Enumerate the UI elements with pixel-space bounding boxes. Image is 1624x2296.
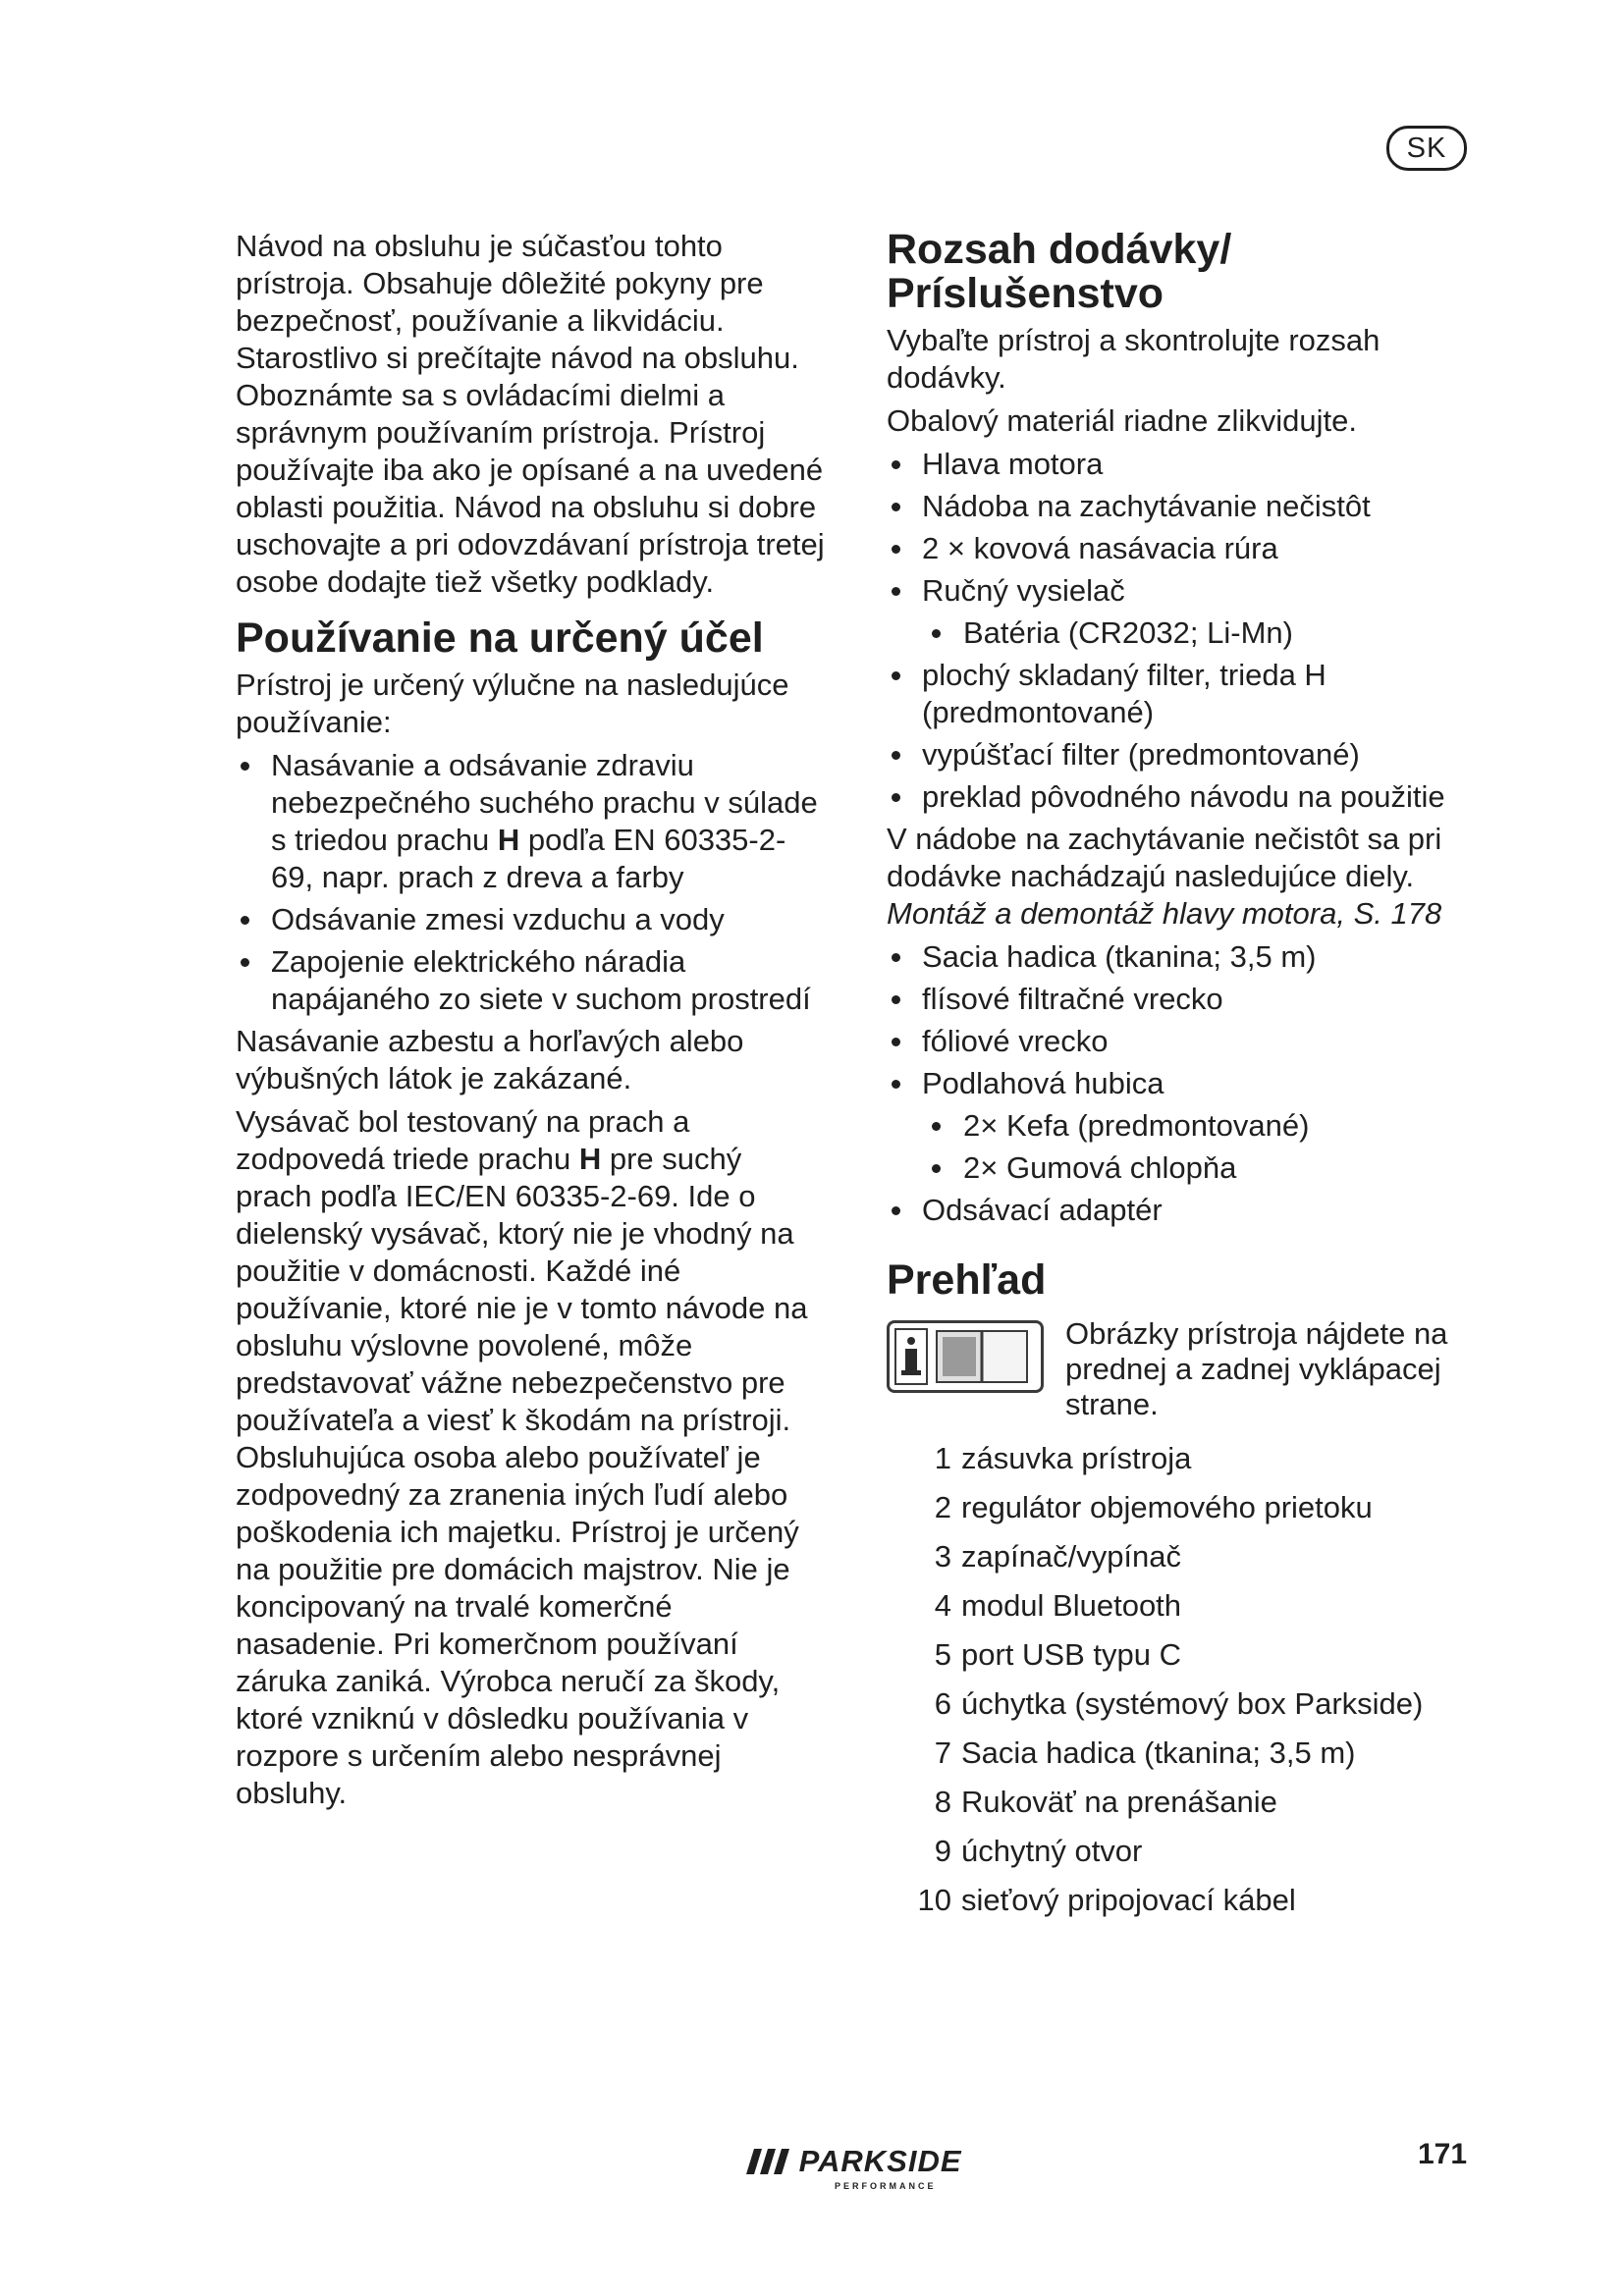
list-item: Sacia hadica (tkanina; 3,5 m) — [887, 938, 1476, 976]
list-item: preklad pôvodného návodu na použitie — [887, 778, 1476, 816]
list-item: fóliové vrecko — [887, 1023, 1476, 1060]
list-item: 2 × kovová nasávacia rúra — [887, 530, 1476, 567]
brand-subtitle: PERFORMANCE — [835, 2181, 937, 2191]
right-column — [887, 228, 1476, 1931]
overview-text: Obrázky prístroja nájdete na prednej a zadnej vyklápacej strane. — [1065, 1316, 1448, 1421]
list-subitem: Batéria (CR2032; Li-Mn) — [887, 614, 1476, 652]
page-number: 171 — [1418, 2138, 1468, 2170]
scope-heading: Rozsah dodávky/ Príslušenstvo — [887, 226, 1232, 317]
list-item: 7 Sacia hadica (tkanina; 3,5 m) — [934, 1735, 1356, 1770]
parkside-stripes-icon — [746, 2149, 789, 2174]
list-item: Hlava motora — [887, 446, 1476, 483]
list-item: 5 port USB typu C — [934, 1637, 1181, 1672]
dispose-text: Obalový materiál riadne zlikvidujte. — [887, 403, 1357, 438]
overview-info — [887, 1316, 1476, 1422]
list-item: 2 regulátor objemového prietoku — [934, 1490, 1373, 1524]
list-item: Nasávanie a odsávanie zdraviu nebezpečného suchého prachu v súlade s triedou prachu H podľa EN 60335-2-69, napr. prach z dreva a farby — [236, 747, 825, 896]
list-item: 1 zásuvka prístroja — [934, 1441, 1192, 1475]
list-item: Nádoba na zachytávanie nečistôt — [887, 488, 1476, 525]
list-item: Podlahová hubica — [887, 1065, 1476, 1102]
list-item: vypúšťací filter (predmontované) — [887, 736, 1476, 774]
left-column — [236, 228, 825, 1818]
list-subitem: 2× Kefa (predmontované) — [887, 1107, 1476, 1145]
list-item: 9 úchytný otvor — [934, 1834, 1143, 1868]
list-item: 3 zapínač/vypínač — [934, 1539, 1182, 1574]
list-item: 6 úchytka (systémový box Parkside) — [934, 1686, 1424, 1721]
list-item: flísové filtračné vrecko — [887, 981, 1476, 1018]
intended-use-heading: Používanie na určený účel — [236, 614, 764, 662]
list-item: 8 Rukoväť na prenášanie — [934, 1785, 1277, 1819]
intro-paragraph: Návod na obsluhu je súčasťou tohto prístroja. Obsahuje dôležité pokyny pre bezpečnosť, používanie a likvidáciu. Starostlivo si prečítajte návod na obsluhu. Oboznámte sa s ovládacími dielmi a správnym používaním prístroja. Prístroj používajte iba ako je opísané a na uvedené oblasti použitia. Návod na obsluhu si dobre uschovajte a pri odovzdávaní prístroja tretej osobe dodajte tiež všetky podklady. — [236, 229, 825, 599]
list-item: Odsávací adaptér — [887, 1192, 1476, 1229]
intended-use-intro: Prístroj je určený výlučne na nasledujúce používanie: — [236, 667, 789, 739]
list-item: Ručný vysielač — [887, 572, 1476, 610]
info-manual-icon — [887, 1320, 1044, 1393]
overview-heading: Prehľad — [887, 1256, 1047, 1304]
asbestos-warning: Nasávanie azbestu a horľavých alebo výbušných látok je zakázané. — [236, 1024, 744, 1095]
parts-list — [887, 1440, 1476, 1919]
intended-use-list — [236, 747, 825, 1018]
container-list — [887, 938, 1476, 1229]
container-paragraph: V nádobe na zachytávanie nečistôt sa pri dodávke nachádzajú nasledujúce diely. Montáž a demontáž hlavy motora, S. 178 — [887, 822, 1442, 931]
delivery-list — [887, 446, 1476, 816]
unpack-text: Vybaľte prístroj a skontrolujte rozsah dodávky. — [887, 323, 1380, 395]
list-item: plochý skladaný filter, trieda H (predmontované) — [887, 657, 1476, 731]
list-item: Odsávanie zmesi vzduchu a vody — [236, 901, 825, 938]
tested-paragraph: Vysávač bol testovaný na prach a zodpovedá triede prachu H pre suchý prach podľa IEC/EN 60335-2-69. Ide o dielenský vysávač, ktorý nie je vhodný na použitie v domácnosti. Každé iné používanie, ktoré nie je v tomto návode na obsluhu výslovne povolené, môže predstavovať vážne nebezpečenstvo pre používateľa a viesť k škodám na prístroji. Obsluhujúca osoba alebo používateľ je zodpovedný za zranenia iných ľudí alebo poškodenia ich majetku. Prístroj je určený na použitie pre domácich majstrov. Nie je koncipovaný na trvalé komerčné nasadenie. Pri komerčnom používaní záruka zaniká. Výrobca neručí za škody, ktoré vzniknú v dôsledku používania v rozpore s určením alebo nesprávnej obsluhy. — [236, 1104, 808, 1810]
list-item: 4 modul Bluetooth — [934, 1588, 1182, 1623]
parkside-logo — [746, 2144, 982, 2203]
brand-name: PARKSIDE — [798, 2144, 962, 2178]
list-subitem: 2× Gumová chlopňa — [887, 1149, 1476, 1187]
list-item: 10 sieťový pripojovací kábel — [917, 1883, 1296, 1917]
list-item: Zapojenie elektrického náradia napájaného zo siete v suchom prostredí — [236, 943, 825, 1018]
language-badge: SK — [1386, 126, 1467, 171]
